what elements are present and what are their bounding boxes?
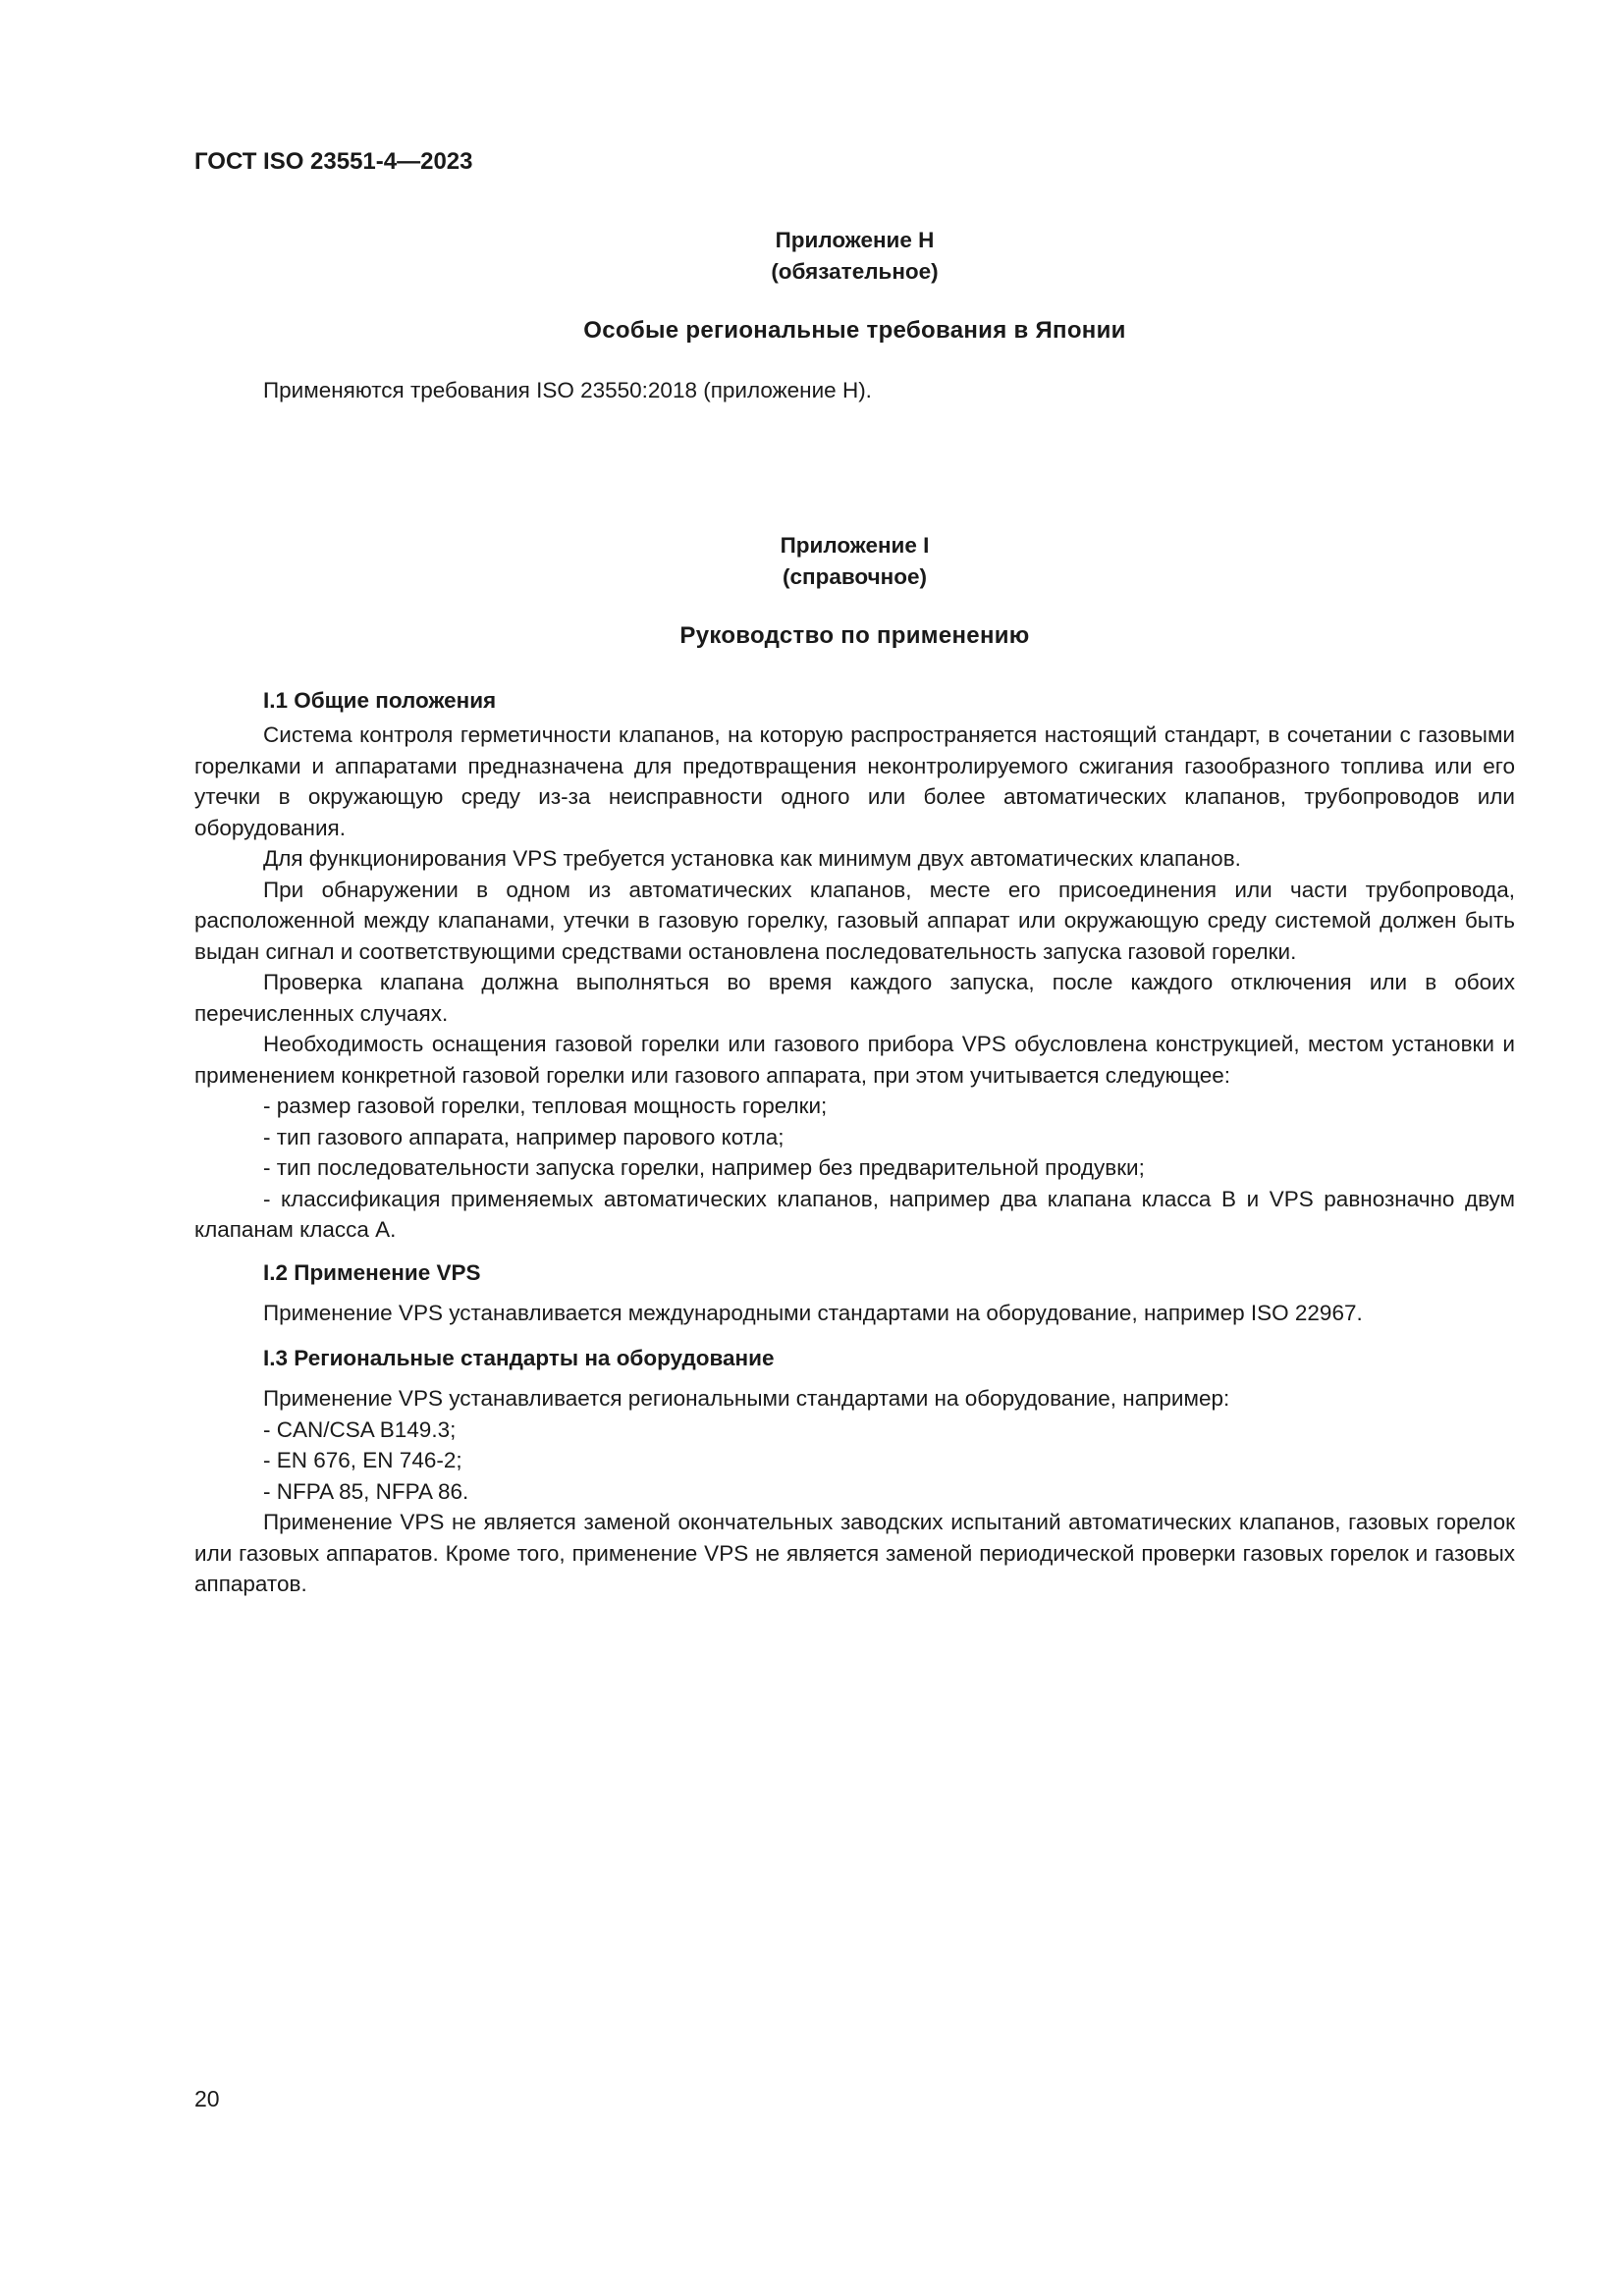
annex-i	[194, 530, 1515, 652]
list-item: - размер газовой горелки, тепловая мощность горелки;	[263, 1094, 828, 1118]
annex-i-title: Руководство по применению	[679, 622, 1030, 649]
annex-h-label: Приложение Н	[775, 228, 935, 252]
annex-h	[194, 225, 1515, 405]
list-item: - классификация применяемых автоматических клапанов, например два клапана класса В и VPS равнозначно двум клапанам класса А.	[194, 1186, 1515, 1242]
section-i1-paragraph-4: Проверка клапана должна выполняться во время каждого запуска, после каждого отключения или в обоих перечисленных случаях.	[194, 970, 1515, 1026]
annex-h-title: Особые региональные требования в Японии	[583, 317, 1126, 344]
annex-i-status: (справочное)	[783, 563, 927, 589]
document-body	[194, 225, 1515, 1600]
section-i2-heading: I.2 Применение VPS	[263, 1259, 481, 1285]
section-i1	[194, 685, 1515, 1246]
section-i1-paragraph-1: Система контроля герметичности клапанов, на которую распространяется настоящий стандарт, в сочетании с газовыми горелками и аппаратами предназначена для предотвращения неконтролируемого сжигания газообразного топлива или его утечки в окружающую среду из-за неисправности одного или более автоматических клапанов, трубопроводов или оборудования.	[194, 722, 1515, 840]
standard-header: ГОСТ ISO 23551-4—2023	[194, 148, 473, 175]
annex-h-text: Применяются требования ISO 23550:2018 (приложение Н).	[263, 377, 872, 402]
section-i3-paragraph-2: Применение VPS не является заменой окончательных заводских испытаний автоматических клапанов, газовых горелок или газовых аппаратов. Кроме того, применение VPS не является заменой периодической проверки газовых горелок и газовых аппаратов.	[194, 1510, 1515, 1596]
section-i3	[194, 1343, 1515, 1600]
annex-i-label: Приложение I	[780, 533, 930, 558]
section-i2	[194, 1257, 1515, 1329]
section-i1-paragraph-5: Необходимость оснащения газовой горелки или газового прибора VPS обусловлена конструкцией, местом установки и применением конкретной газовой горелки или газового аппарата, при этом учитывается следующее:	[194, 1032, 1515, 1088]
annex-h-status: (обязательное)	[771, 258, 939, 284]
section-i1-paragraph-2: Для функционирования VPS требуется установка как минимум двух автоматических клапанов.	[263, 846, 1241, 871]
list-item: - CAN/CSA B149.3;	[263, 1416, 457, 1442]
list-item: - тип последовательности запуска горелки, например без предварительной продувки;	[263, 1155, 1145, 1180]
list-item: - тип газового аппарата, например парового котла;	[263, 1124, 785, 1149]
list-item: - NFPA 85, NFPA 86.	[263, 1478, 469, 1504]
list-item: - EN 676, EN 746-2;	[263, 1448, 462, 1472]
section-i2-paragraph-1: Применение VPS устанавливается международными стандартами на оборудование, например ISO 22967.	[263, 1301, 1363, 1325]
page-number: 20	[194, 2086, 220, 2111]
section-i1-heading: I.1 Общие положения	[263, 687, 497, 713]
section-i1-paragraph-3: При обнаружении в одном из автоматических клапанов, месте его присоединения или части трубопровода, расположенной между клапанами, утечки в газовую горелку, газовый аппарат или окружающую среду системой должен быть выдан сигнал и соответствующими средствами остановлена последовательность запуска газовой горелки.	[194, 877, 1515, 964]
section-i3-paragraph-1: Применение VPS устанавливается региональными стандартами на оборудование, например:	[263, 1386, 1230, 1411]
section-i3-heading: I.3 Региональные стандарты на оборудование	[263, 1345, 775, 1370]
